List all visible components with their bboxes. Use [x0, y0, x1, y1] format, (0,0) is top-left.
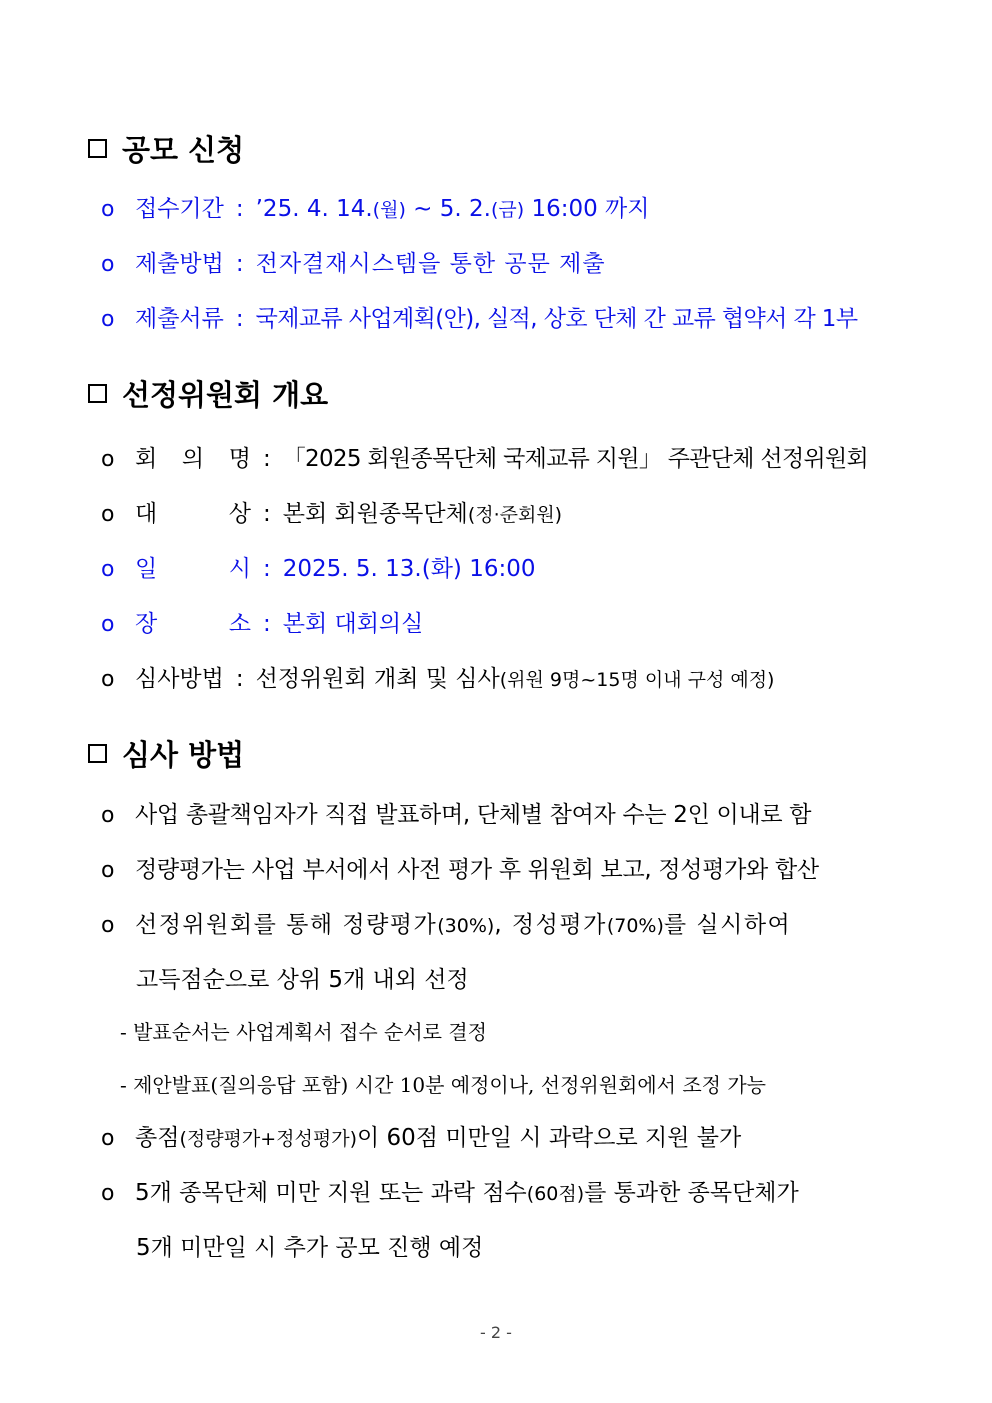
list-item: o 회 의 명 : 「2025 회원종목단체 국제교류 지원」 주관단체 선정위원회 — [101, 440, 909, 473]
bullet-icon: o — [101, 557, 115, 582]
list-item: o 장 소 : 본회 대회의실 — [101, 605, 909, 638]
checkbox-square-icon — [88, 384, 107, 403]
list-item: o 5개 종목단체 미만 지원 또는 과락 점수 (60점) 를 통과한 종목단체가 — [101, 1180, 799, 1206]
list-item-continuation: 5개 미만일 시 추가 공모 진행 예정 — [136, 1235, 484, 1261]
bullet-icon: o — [101, 667, 115, 692]
list-item: o 일 시 : 2025. 5. 13.(화) 16:00 — [101, 550, 909, 583]
list-item: o 접수기간 : ’25. 4. 14. (월) ~ 5. 2. (금) 16:00 까지 — [101, 196, 650, 222]
list-item: o 정량평가는 사업 부서에서 사전 평가 후 위원회 보고, 정성평가와 합산 — [101, 857, 819, 883]
list-item-continuation: 고득점순으로 상위 5개 내외 선정 — [136, 967, 469, 993]
sub-item: - 발표순서는 사업계획서 접수 순서로 결정 — [120, 1020, 487, 1044]
bullet-icon: o — [101, 1181, 115, 1206]
checkbox-square-icon — [88, 139, 107, 158]
label-name: 회 의 명 — [135, 446, 251, 472]
section-heading-application: 공모 신청 — [88, 128, 244, 169]
list-item: o 사업 총괄책임자가 직접 발표하며, 단체별 참여자 수는 2인 이내로 함 — [101, 802, 812, 828]
label-date: 일 시 — [135, 556, 251, 582]
list-item: o 제출방법 : 전자결재시스템을 통한 공문 제출 — [101, 251, 606, 277]
bullet-icon: o — [101, 913, 115, 938]
list-item: o 선정위원회를 통해 정량평가 (30%) , 정성평가 (70%) 를 실시하여 — [101, 912, 792, 938]
list-item: o 제출서류 : 국제교류 사업계획(안), 실적, 상호 단체 간 교류 협약서 각 1부 — [101, 306, 858, 332]
bullet-icon: o — [101, 447, 115, 472]
section-heading-review: 심사 방법 — [88, 733, 244, 774]
section-heading-committee: 선정위원회 개요 — [88, 373, 328, 414]
label-place: 장 소 — [135, 611, 251, 637]
list-item: o 대 상 : 본회 회원종목단체 (정·준회원) — [101, 495, 909, 528]
label-target: 대 상 — [135, 501, 251, 527]
list-item: o 심사방법 : 선정위원회 개최 및 심사 (위원 9명~15명 이내 구성 예정) — [101, 666, 775, 692]
bullet-icon: o — [101, 612, 115, 637]
bullet-icon: o — [101, 803, 115, 828]
bullet-icon: o — [101, 502, 115, 527]
bullet-icon: o — [101, 252, 115, 277]
bullet-icon: o — [101, 197, 115, 222]
bullet-icon: o — [101, 858, 115, 883]
list-item: o 총점 (정량평가+정성평가) 이 60점 미만일 시 과락으로 지원 불가 — [101, 1125, 742, 1151]
checkbox-square-icon — [88, 744, 107, 763]
sub-item: - 제안발표(질의응답 포함) 시간 10분 예정이나, 선정위원회에서 조정 가능 — [120, 1073, 766, 1097]
bullet-icon: o — [101, 307, 115, 332]
page-number: - 2 - — [480, 1323, 512, 1342]
bullet-icon: o — [101, 1126, 115, 1151]
